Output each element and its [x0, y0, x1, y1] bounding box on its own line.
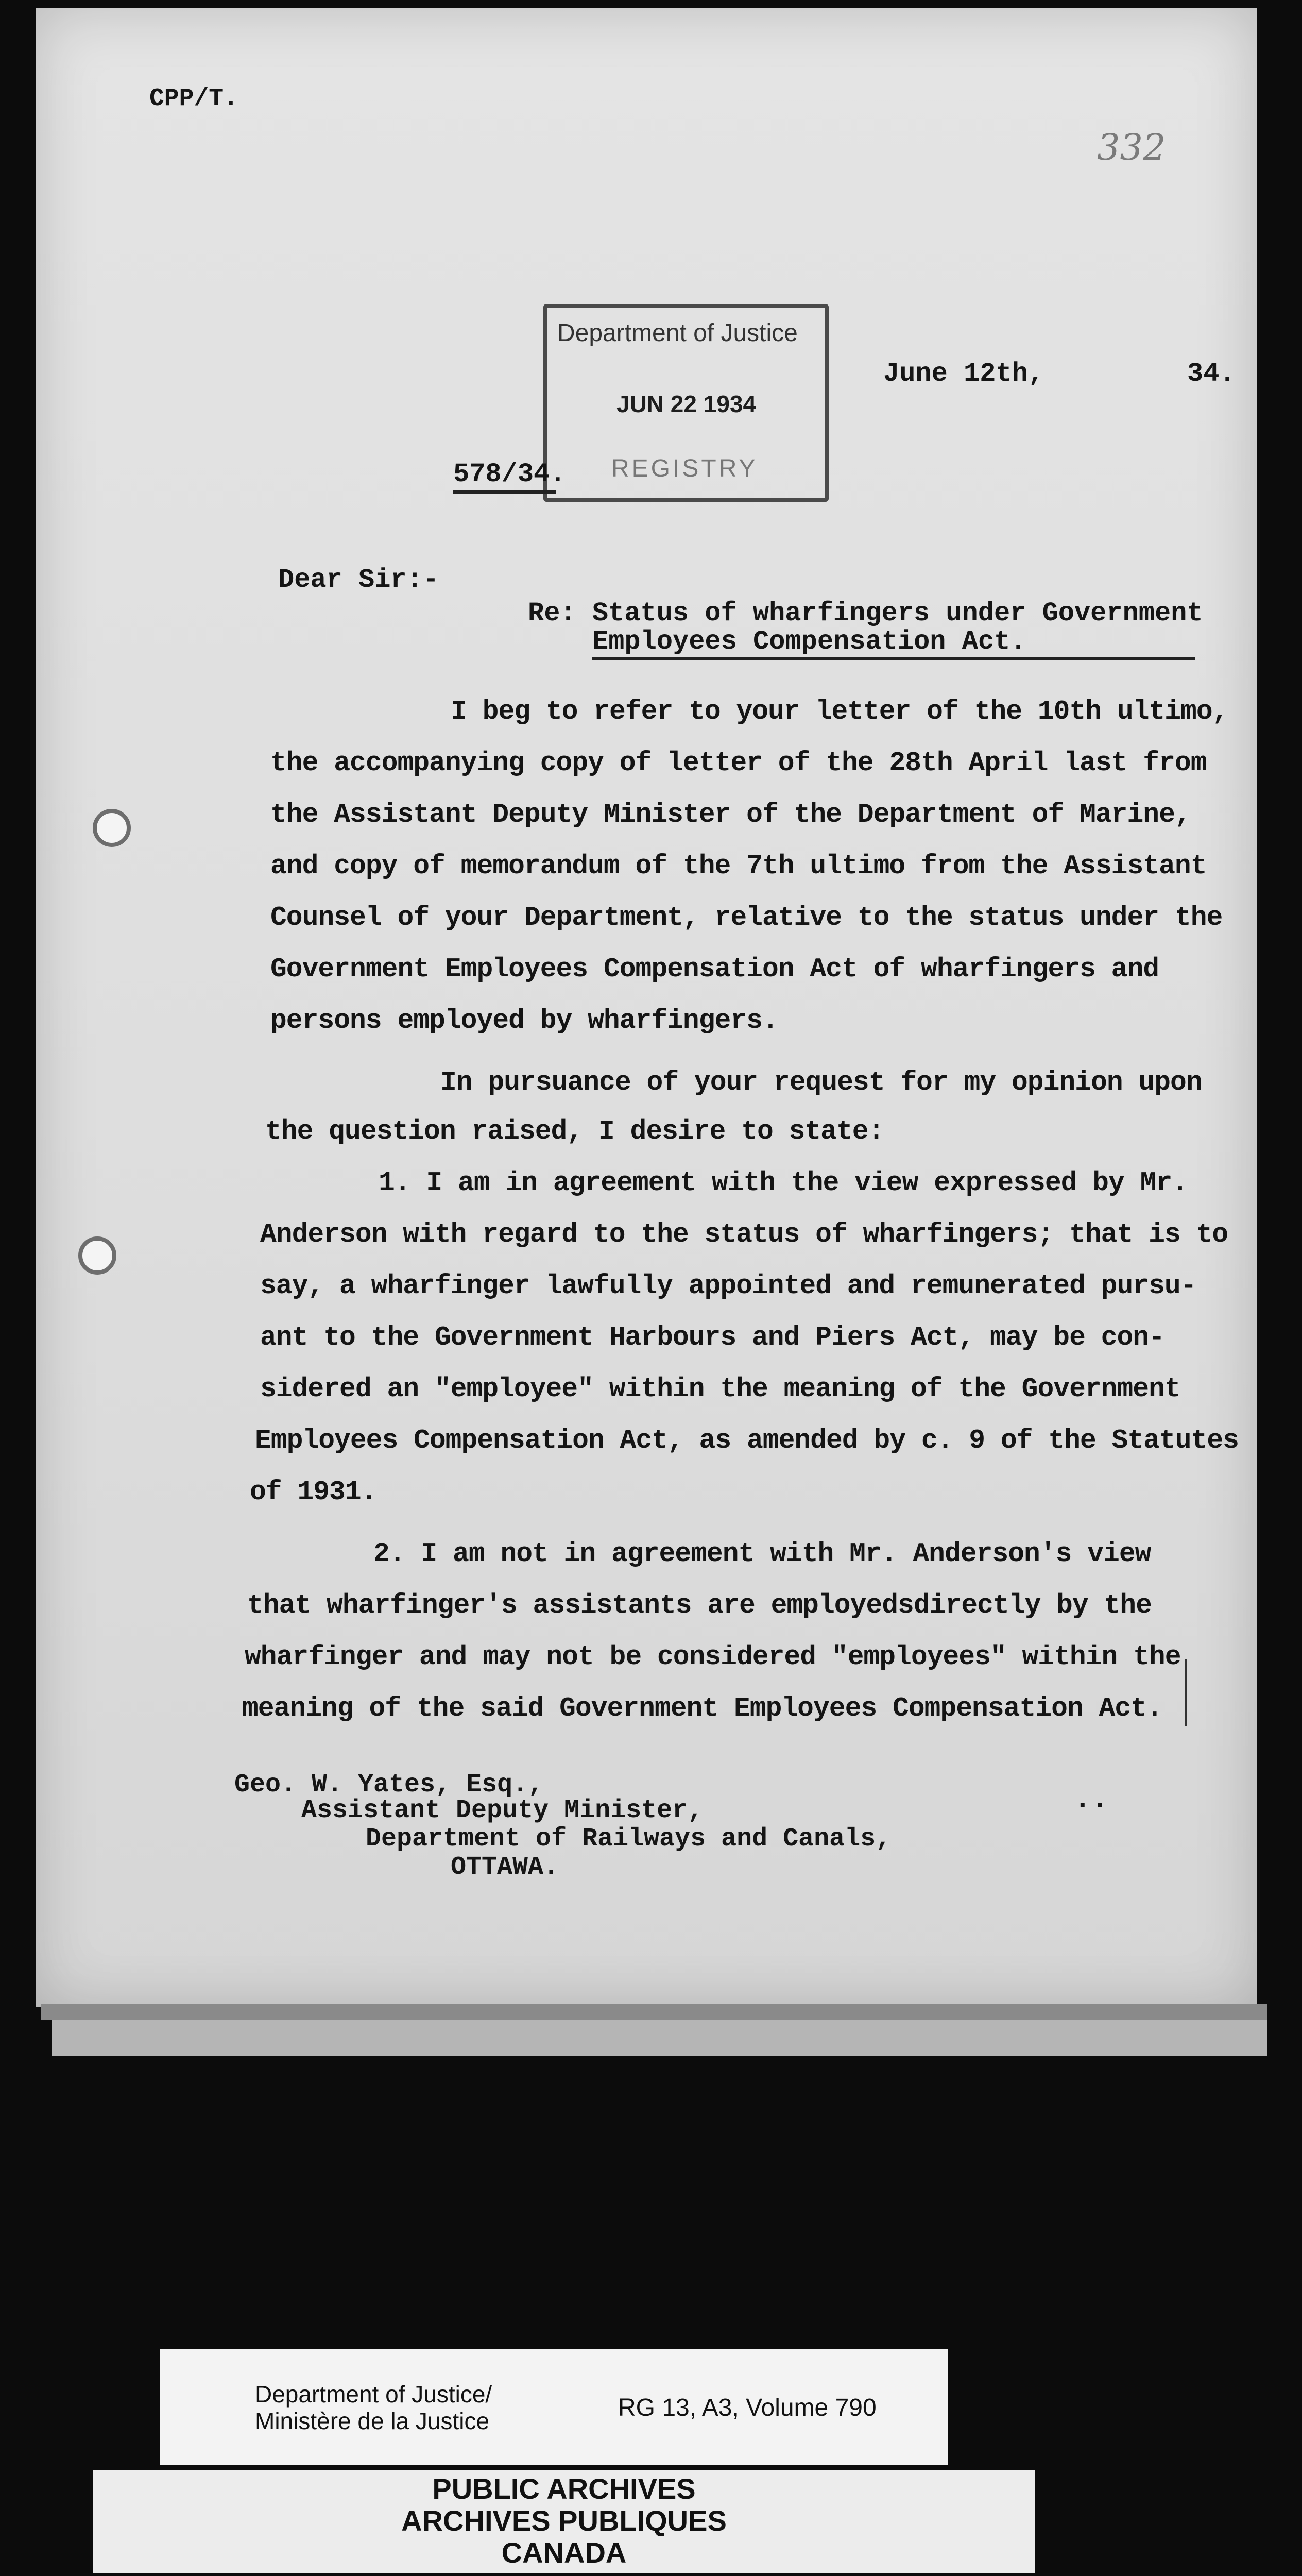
body-line: say, a wharfinger lawfully appointed and remunerated pursu-	[260, 1270, 1196, 1301]
page-number: 332	[1097, 126, 1166, 168]
department-english: Department of Justice/	[255, 2381, 492, 2408]
body-line: sidered an "employee" within the meaning of the Government	[260, 1374, 1180, 1404]
file-reference: CPP/T.	[149, 85, 238, 113]
subject-underline	[592, 657, 1195, 660]
addressee-title: Assistant Deputy Minister,	[301, 1796, 704, 1825]
body-line: Government Employees Compensation Act of wharfingers and	[270, 954, 1159, 985]
body-line: Anderson with regard to the status of wharfingers; that is to	[260, 1219, 1228, 1250]
file-number: 578/34.	[453, 459, 566, 489]
body-line: 1. I am in agreement with the view expressed by Mr.	[379, 1167, 1188, 1198]
margin-bracket	[1185, 1659, 1187, 1726]
archives-country: CANADA	[501, 2536, 627, 2569]
registry-stamp	[543, 304, 829, 502]
body-line: Employees Compensation Act, as amended by c. 9 of the Statutes	[255, 1425, 1239, 1456]
record-group-reference: RG 13, A3, Volume 790	[618, 2394, 877, 2421]
subject-line-1: Re: Status of wharfingers under Government	[528, 598, 1203, 629]
body-line: the question raised, I desire to state:	[265, 1116, 884, 1147]
sheet-edge	[41, 2004, 1267, 2020]
letter-year: 34.	[1187, 359, 1236, 389]
body-line: the Assistant Deputy Minister of the Department of Marine,	[270, 799, 1191, 830]
archives-french: ARCHIVES PUBLIQUES	[401, 2504, 727, 2537]
file-number-underline	[453, 490, 556, 494]
trailing-mark: ..	[1074, 1783, 1109, 1816]
body-line: and copy of memorandum of the 7th ultimo from the Assistant	[270, 851, 1207, 882]
body-line: 2. I am not in agreement with Mr. Anderson's view	[373, 1538, 1151, 1569]
punch-hole-bottom	[78, 1236, 116, 1275]
body-line: wharfinger and may not be considered "employees" within the	[245, 1641, 1181, 1672]
stamp-department: Department of Justice	[557, 319, 798, 347]
body-line: ant to the Government Harbours and Piers Act, may be con-	[260, 1322, 1164, 1353]
archive-reference-card	[160, 2349, 948, 2465]
department-french: Ministère de la Justice	[255, 2408, 490, 2434]
body-line: of 1931.	[250, 1477, 377, 1507]
addressee-city: OTTAWA.	[451, 1853, 559, 1882]
body-line: I beg to refer to your letter of the 10th ultimo,	[451, 696, 1228, 727]
body-line: meaning of the said Government Employees Compensation Act.	[242, 1693, 1162, 1724]
addressee-department: Department of Railways and Canals,	[366, 1824, 892, 1854]
salutation: Dear Sir:-	[278, 565, 439, 595]
body-line: the accompanying copy of letter of the 28th April last from	[270, 748, 1207, 778]
archives-english: PUBLIC ARCHIVES	[432, 2472, 696, 2505]
body-line: persons employed by wharfingers.	[270, 1005, 778, 1036]
addressee-name: Geo. W. Yates, Esq.,	[234, 1770, 544, 1800]
public-archives-card	[93, 2470, 1035, 2573]
body-line: Counsel of your Department, relative to the status under the	[270, 902, 1223, 933]
letter-date: June 12th,	[883, 359, 1044, 389]
punch-hole-top	[93, 809, 131, 847]
stamp-registry: REGISTRY	[611, 455, 758, 482]
sheet-edge-lower	[52, 2020, 1267, 2056]
subject-line-2: Employees Compensation Act.	[592, 626, 1026, 657]
stamp-date: JUN 22 1934	[616, 391, 757, 417]
body-line: In pursuance of your request for my opinion upon	[440, 1067, 1202, 1098]
body-line: that wharfinger's assistants are employedsdirectly by the	[247, 1590, 1152, 1621]
